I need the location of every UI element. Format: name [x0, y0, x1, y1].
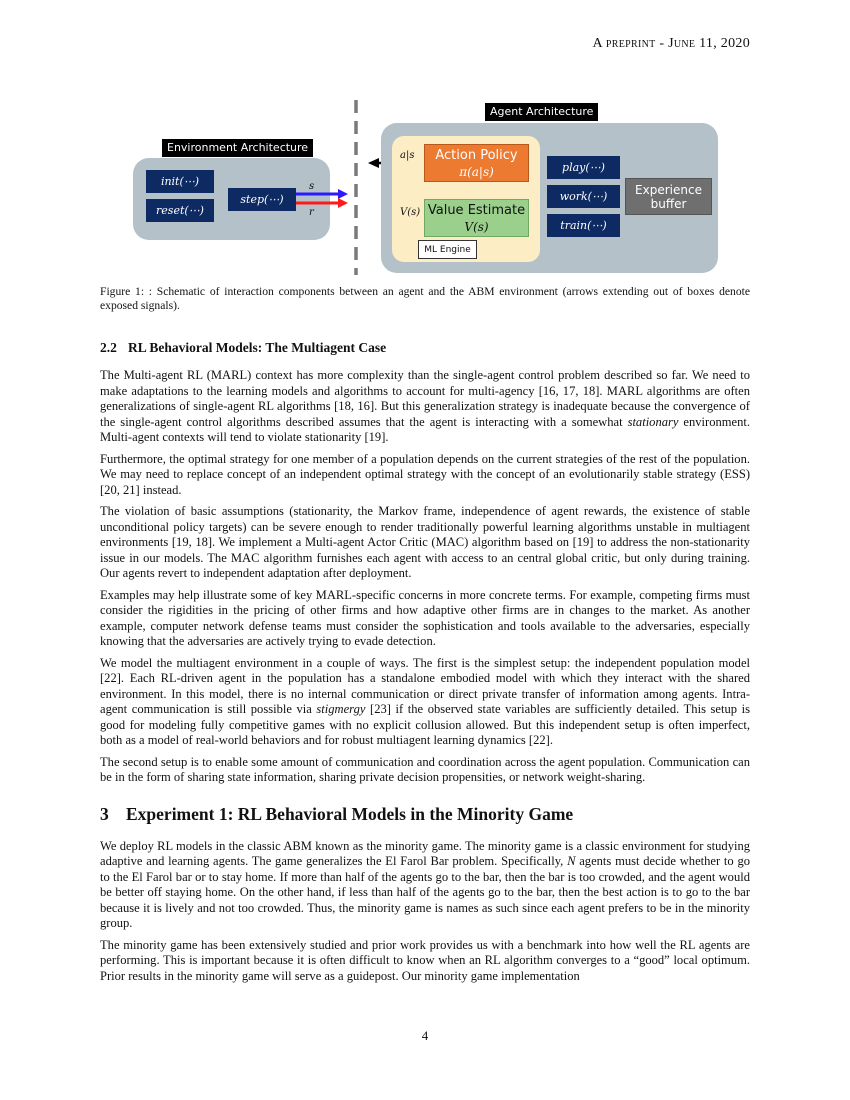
action-policy-title: Action Policy: [435, 148, 518, 163]
paragraph: The violation of basic assumptions (stationarity, the Markov frame, independence of agent rewards, the existence of stable unconditional policy targets) can be severe enough to render traditionally powerful learning algorithms unstable in multiagent environments [19, 18]. We implement a Multi-agent Actor Critic (MAC) algorithm based on [19] to address the non-stationarity issue in our models. The MAC algorithm furnishes each agent with access to an central global critic, but only during training. Our agents revert to independent adaptation after deployment.: [100, 504, 750, 580]
figure-caption: Figure 1: : Schematic of interaction components between an agent and the ABM environment (arrows extending out of boxes denote exposed signals).: [100, 285, 750, 312]
init-function-box: init(⋯): [146, 170, 214, 193]
reset-function-box: reset(⋯): [146, 199, 214, 222]
section-3-heading: [100, 804, 750, 825]
action-signal-label: a|s: [400, 150, 415, 161]
step-function-box: step(⋯): [228, 188, 296, 211]
environment-architecture-label: Environment Architecture: [162, 139, 313, 157]
work-function-box: work(⋯): [547, 185, 620, 208]
section-title: Experiment 1: RL Behavioral Models in the Minority Game: [126, 803, 574, 824]
paragraph: We deploy RL models in the classic ABM known as the minority game. The minority game is a classic environment for studying adaptive and learning agents. The game generalizes the El Farol Bar problem. Specifically, N agents must decide whether to go to the El Farol bar or to stay home. If more than half of the agents go to the bar, then the bar is too crowded, and the agent would be better off staying home. On the other hand, if less than half of the agents go to the bar, then the best action is to go to the bar because it is lively and not too crowded. Thus, the minority game is names as such since each agent prefers to be in the minority group.: [100, 838, 751, 930]
section-number: 3: [100, 803, 109, 824]
action-arrow-head-icon: [368, 158, 379, 168]
section-2-2-heading: [100, 340, 750, 356]
value-estimate-formula: V(s): [464, 220, 489, 234]
state-arrow-head-icon: [338, 189, 348, 199]
paragraph: We model the multiagent environment in a couple of ways. The first is the simplest setup: the independent population model [22]. Each RL-driven agent in the population has a standalone embodied model with which they interact with the shared environment. In this model, there is no internal communication or direct private transfer of information among agents. Intra-agent communication is still possible via stigmergy [23] if the observed state variables are sufficiently detailed. This setup is good for modeling fully competitive games with no explicit collusion allowed. But this independent setup is often imperfect, both as a model of real-world behaviors and for robust multiagent learning dynamics [22].: [100, 655, 750, 747]
figure-1: [0, 0, 850, 290]
paragraph: Furthermore, the optimal strategy for one member of a population depends on the current strategies of the rest of the population. We may need to replace concept of an independent optimal strategy with the concept of an evolutionarily stable strategy (ESS) [20, 21] instead.: [100, 451, 750, 497]
paragraph: The second setup is to enable some amount of communication and coordination across the agent population. Communication can be in the form of sharing state information, sharing private decision propensities, or network weight-sharing.: [100, 754, 750, 784]
paragraph: The minority game has been extensively studied and prior work provides us with a benchmark into how well the RL agents are performing. This is important because it is often difficult to know when an RL algorithm converges to a “good” local optimum. Prior results in the minority game will serve as a guidepost. Our minority game implementation: [100, 937, 750, 983]
value-estimate-title: Value Estimate: [427, 203, 526, 218]
paragraph: The Multi-agent RL (MARL) context has more complexity than the single-agent control problem described so far. We need to make adaptations to the learning models and algorithms to account for multi-agency [16, 17, 18]. MARL algorithms are often generalizations of single-agent RL algorithms [18, 16]. But this generalization strategy is inadequate because the convergence of the single-agent control algorithms described assumes that the agent is interacting with a somewhat stationary environment. Multi-agent contexts will tend to violate stationarity [19].: [100, 368, 750, 444]
main-content: [100, 340, 750, 984]
reward-arrow-head-icon: [338, 198, 348, 208]
value-estimate-box: [424, 199, 529, 237]
signal-r-label: r: [309, 207, 314, 218]
ml-engine-label: ML Engine: [418, 240, 477, 259]
section-number: 2.2: [100, 340, 117, 355]
experience-buffer-line-2: buffer: [650, 196, 687, 211]
train-function-box: train(⋯): [547, 214, 620, 237]
experience-buffer-box: [625, 178, 712, 215]
running-header: A preprint - June 11, 2020: [592, 36, 750, 51]
action-policy-box: [424, 144, 529, 182]
section-title: RL Behavioral Models: The Multiagent Case: [128, 340, 387, 355]
agent-architecture-label: Agent Architecture: [485, 103, 598, 121]
dashed-divider: [354, 100, 358, 275]
value-signal-label: V(s): [400, 207, 421, 218]
paragraph: Examples may help illustrate some of key MARL-specific concerns in more concrete terms. For example, competing firms must consider the rigidities in the pricing of other firms and how adaptive other firms are in changes to the market. As another example, computer network defense teams must consider the sophistication and tools available to the adversaries, especially knowing that the adversaries are actively trying to evade detection.: [100, 587, 750, 648]
play-function-box: play(⋯): [547, 156, 620, 179]
page-number: 4: [421, 1028, 429, 1043]
action-policy-formula: π(a|s): [459, 165, 494, 179]
signal-s-label: s: [309, 181, 315, 192]
experience-buffer-line-1: Experience: [635, 182, 702, 197]
